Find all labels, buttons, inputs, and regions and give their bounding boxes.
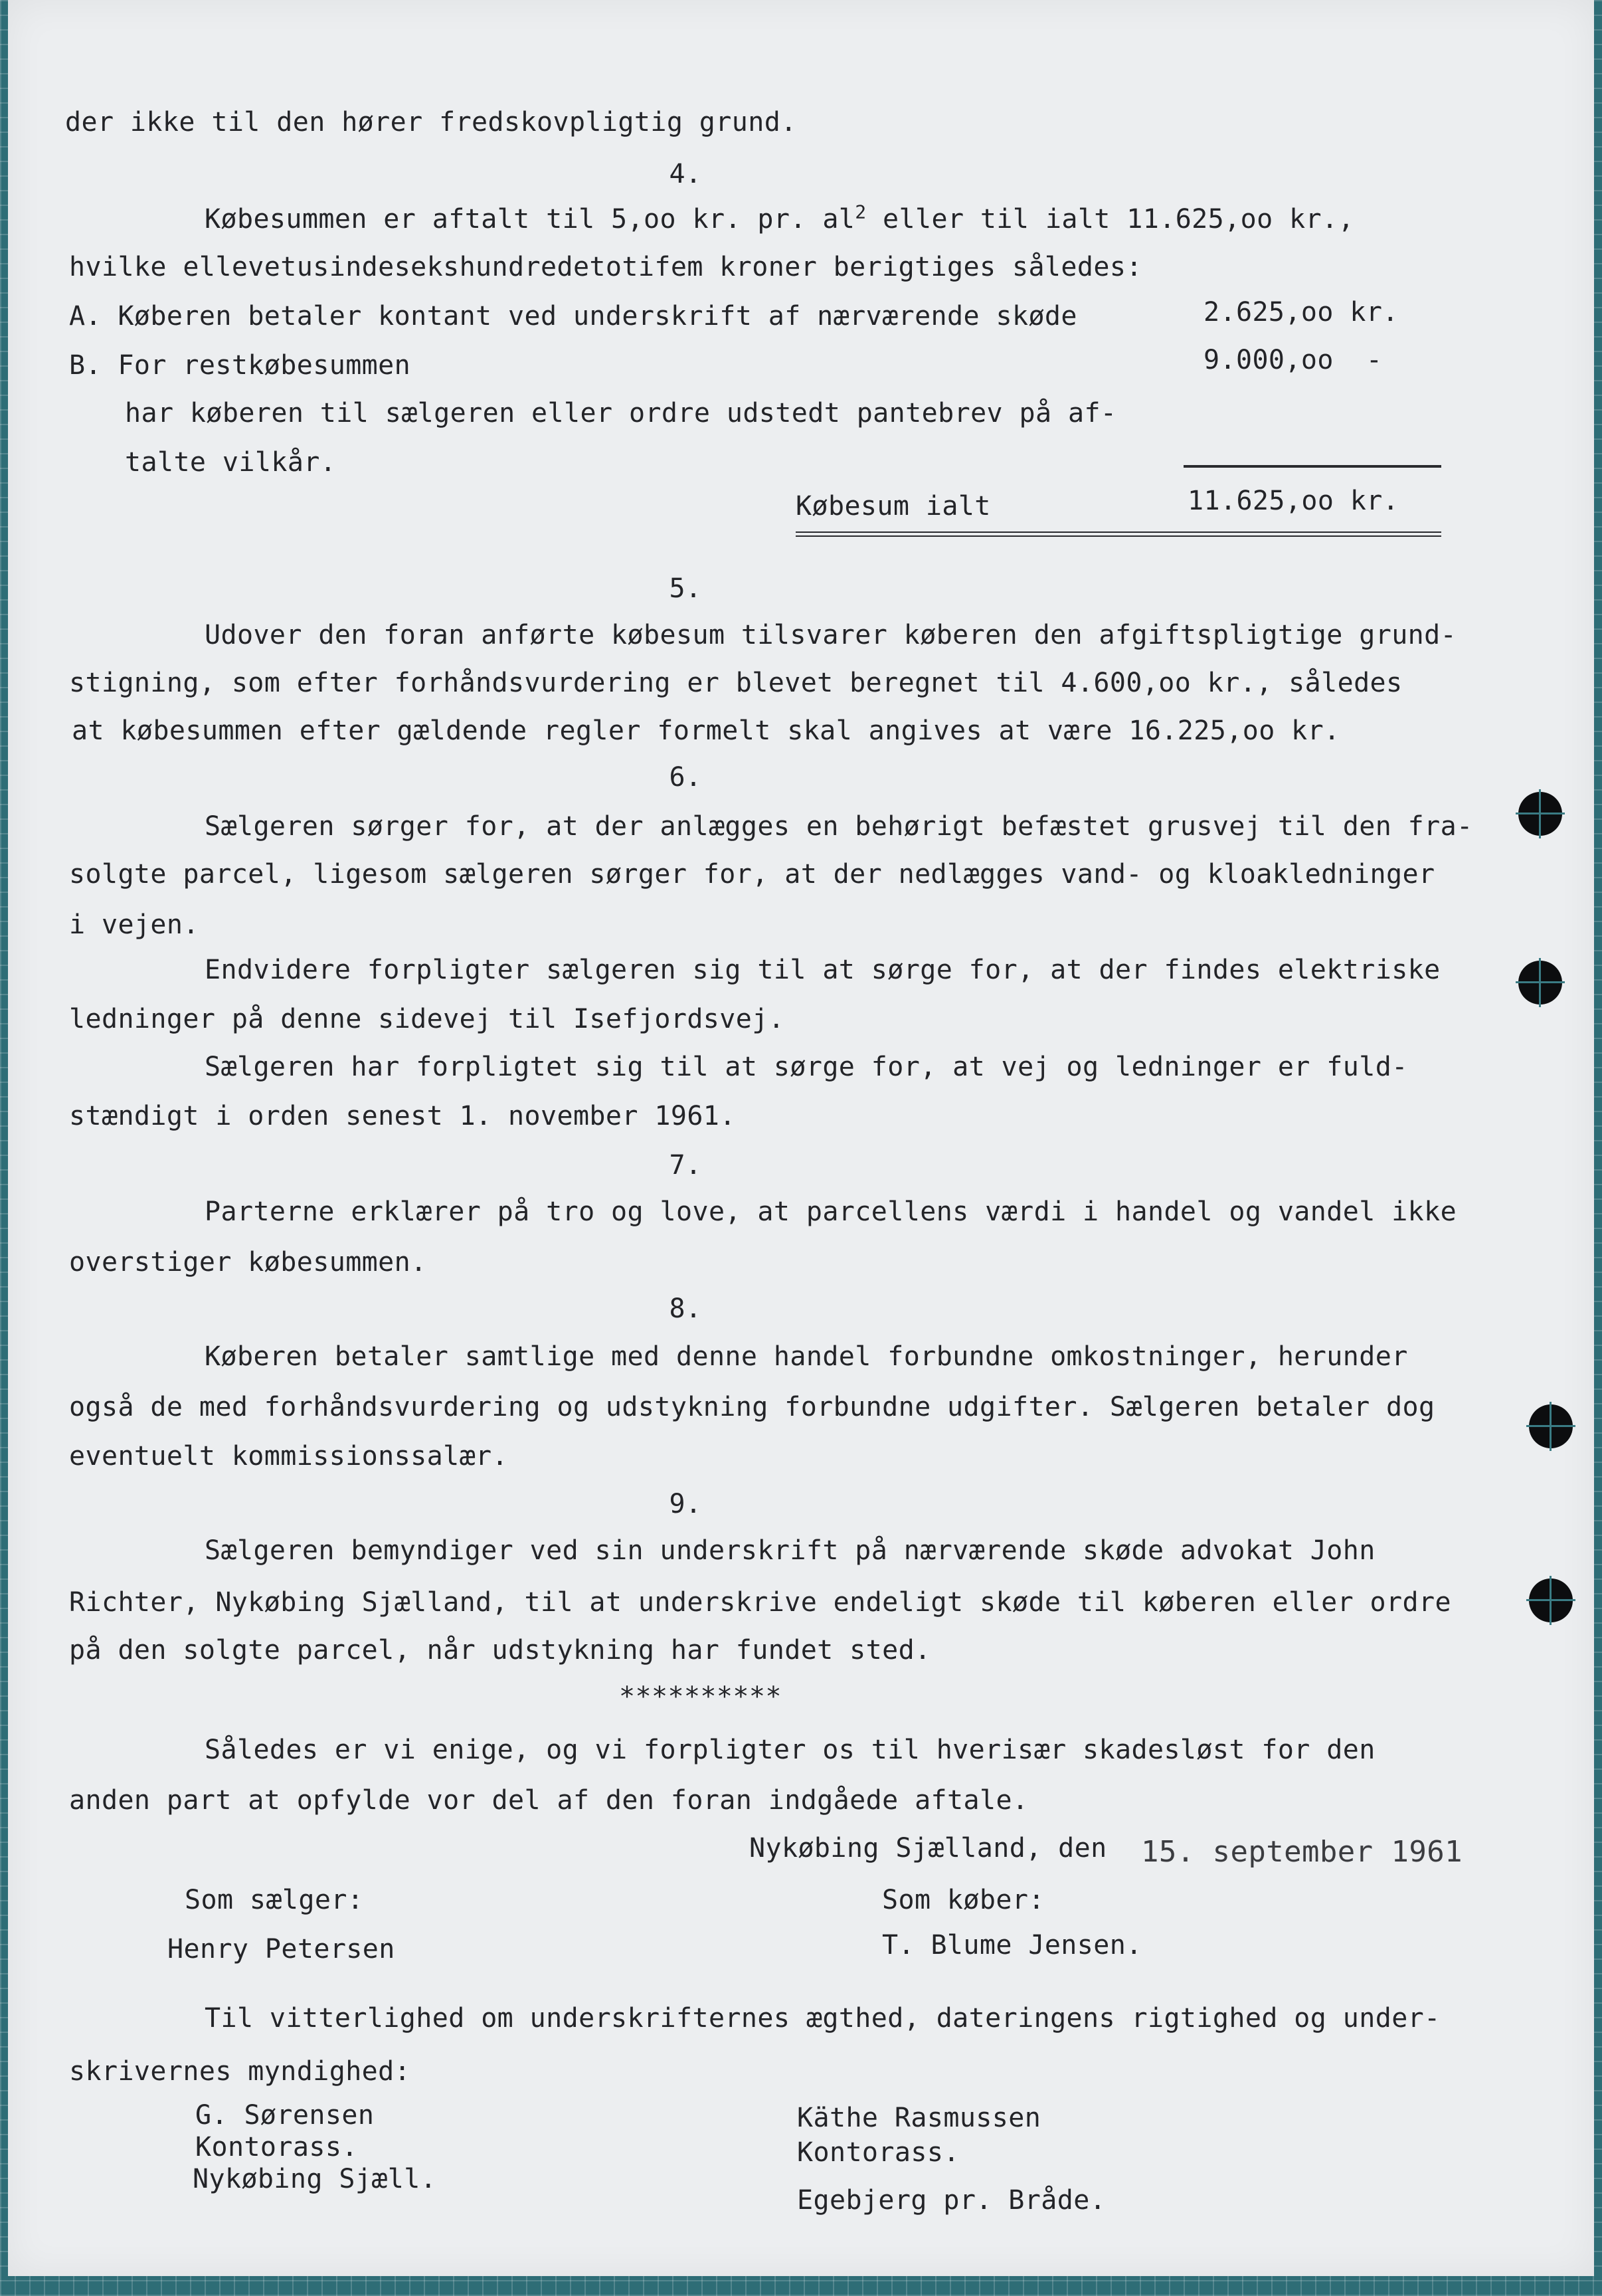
section-number: 4. — [669, 159, 702, 189]
amount: 2.625,oo kr. — [1203, 297, 1399, 328]
document-page — [8, 0, 1594, 2276]
witness2-place: Egebjerg pr. Bråde. — [797, 2185, 1107, 2216]
punch-hole — [1518, 792, 1562, 836]
sum-rule — [1184, 465, 1441, 468]
text-line: Sælgeren har forpligtet sig til at sørge for, at vej og ledninger er fuld- — [205, 1052, 1408, 1082]
text-line: talte vilkår. — [125, 447, 337, 478]
place-date: Nykøbing Sjælland, den — [749, 1833, 1107, 1864]
text-line: Udover den foran anførte købesum tilsvarer køberen den afgiftspligtige grund- — [205, 620, 1457, 650]
text-line: Således er vi enige, og vi forpligter os til hverisær skadesløst for den — [205, 1735, 1376, 1765]
text-line: Endvidere forpligter sælgeren sig til at sørge for, at der findes elektriske — [205, 955, 1441, 985]
superscript: 2 — [855, 201, 867, 223]
separator-stars: ********** — [619, 1681, 782, 1712]
punch-hole — [1529, 1578, 1573, 1622]
text-line: der ikke til den hører fredskovpligtig grund. — [65, 107, 797, 138]
buyer-name: T. Blume Jensen. — [882, 1930, 1142, 1961]
text-line: i vejen. — [69, 909, 199, 940]
punch-hole — [1529, 1404, 1573, 1448]
text-line: solgte parcel, ligesom sælgeren sørger for, at der nedlægges vand- og kloakledninger — [69, 859, 1435, 890]
text-line: at købesummen efter gældende regler formelt skal angives at være 16.225,oo kr. — [72, 716, 1340, 746]
punch-hole — [1518, 961, 1562, 1004]
text-line: også de med forhåndsvurdering og udstykning forbundne udgifter. Sælgeren betaler dog — [69, 1392, 1435, 1422]
text-line: Til vitterlighed om underskrifternes ægthed, dateringens rigtighed og under- — [205, 2003, 1441, 2034]
section-number: 6. — [669, 762, 702, 793]
text-line: Parterne erklærer på tro og love, at parcellens værdi i handel og vandel ikke — [205, 1196, 1457, 1227]
text-line: stændigt i orden senest 1. november 1961. — [69, 1101, 736, 1131]
section-number: 7. — [669, 1150, 702, 1181]
text-line: Sælgeren sørger for, at der anlægges en behørigt befæstet grusvej til den fra- — [205, 811, 1473, 842]
witness2-title: Kontorass. — [797, 2137, 960, 2168]
text-line: skrivernes myndighed: — [69, 2056, 411, 2087]
text-line: eventuelt kommissionssalær. — [69, 1441, 509, 1472]
text-line: hvilke ellevetusindesekshundredetotifem kroner berigtiges således: — [69, 252, 1142, 282]
section-number: 8. — [669, 1293, 702, 1324]
total-amount: 11.625,oo kr. — [1188, 486, 1399, 516]
text-line: anden part at opfylde vor del af den foran indgåede aftale. — [69, 1785, 1029, 1816]
text-line: B. For restkøbesummen — [69, 350, 411, 381]
text-line: A. Køberen betaler kontant ved underskrift af nærværende skøde — [69, 301, 1077, 332]
section-number: 9. — [669, 1489, 702, 1519]
buyer-label: Som køber: — [882, 1885, 1045, 1915]
text-line: Richter, Nykøbing Sjælland, til at underskrive endeligt skøde til køberen eller ordre — [69, 1587, 1451, 1618]
total-label: Købesum ialt — [796, 491, 991, 522]
text-line: Sælgeren bemyndiger ved sin underskrift på nærværende skøde advokat John — [205, 1535, 1376, 1566]
witness1-place: Nykøbing Sjæll. — [193, 2164, 437, 2194]
text-line: stigning, som efter forhåndsvurdering er blevet beregnet til 4.600,oo kr., således — [69, 668, 1403, 698]
text-line: overstiger købesummen. — [69, 1247, 427, 1278]
text-line: ledninger på denne sidevej til Isefjordsvej. — [69, 1004, 785, 1034]
seller-name: Henry Petersen — [167, 1934, 395, 1964]
section-number: 5. — [669, 573, 702, 604]
witness1-title: Kontorass. — [195, 2132, 358, 2162]
witness2-name: Käthe Rasmussen — [797, 2103, 1041, 2133]
witness1-name: G. Sørensen — [195, 2100, 375, 2131]
seller-label: Som sælger: — [185, 1885, 364, 1915]
amount: 9.000,oo - — [1203, 345, 1383, 375]
text-line: har køberen til sælgeren eller ordre udstedt pantebrev på af- — [125, 398, 1117, 429]
text-line: Køberen betaler samtlige med denne handel forbundne omkostninger, herunder — [205, 1341, 1408, 1372]
double-rule — [796, 531, 1441, 537]
text-line: på den solgte parcel, når udstykning har fundet sted. — [69, 1635, 931, 1666]
text-line: Købesummen er aftalt til 5,oo kr. pr. $al^2$ eller til ialt 11.625,oo kr., — [205, 201, 1355, 235]
date: 15. september 1961 — [1141, 1835, 1463, 1869]
